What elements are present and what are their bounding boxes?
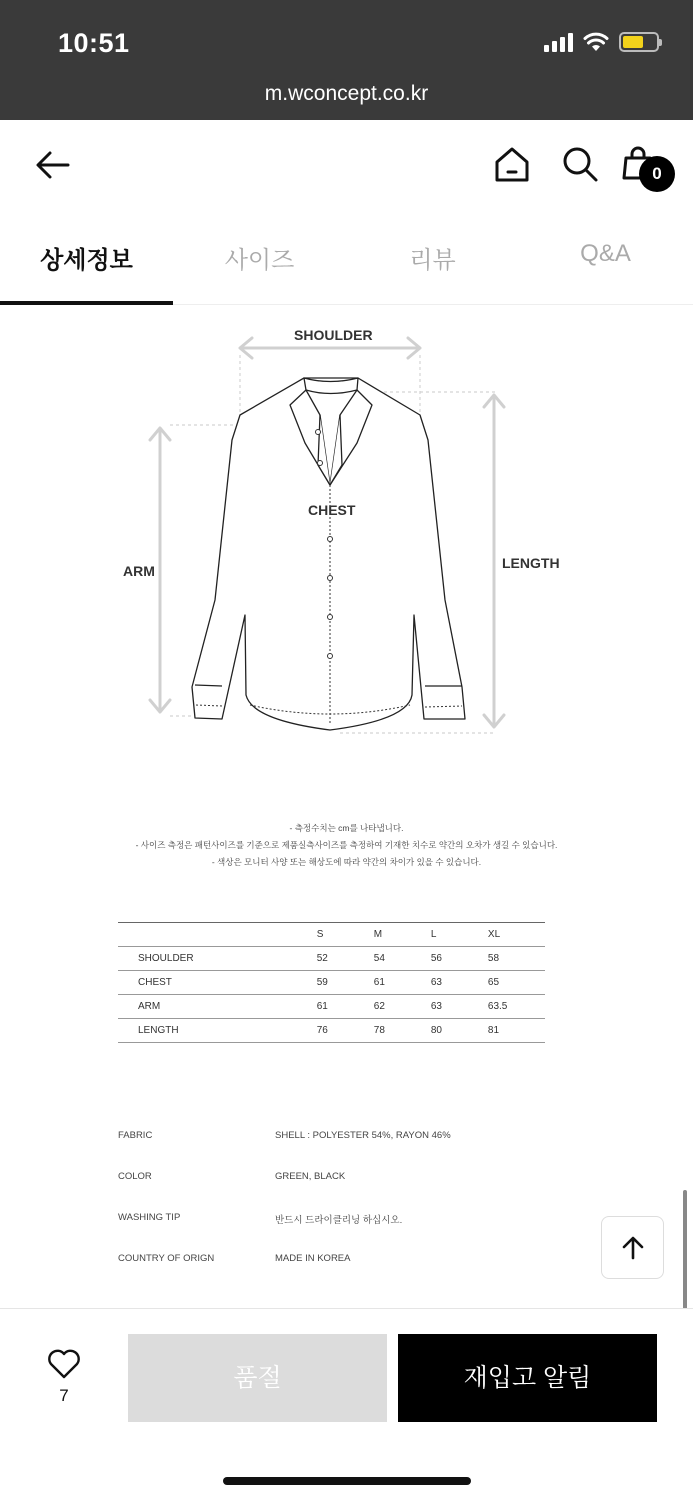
tab-details[interactable]: 상세정보 — [0, 210, 173, 304]
list-item — [118, 1212, 598, 1253]
table-cell: SHOULDER — [118, 947, 317, 971]
size-notes — [0, 820, 693, 871]
tab-review[interactable]: 리뷰 — [409, 247, 456, 274]
note-line: - 색상은 모니터 사양 또는 해상도에 따라 약간의 차이가 있을 수 있습니다. — [211, 857, 482, 867]
table-cell: 65 — [488, 971, 545, 995]
heart-icon — [47, 1349, 81, 1379]
table-header: L — [431, 923, 488, 947]
table-cell: 58 — [488, 947, 545, 971]
table-row — [118, 971, 545, 995]
table-cell: 81 — [488, 1019, 545, 1043]
shirt-illustration — [0, 305, 693, 775]
table-row — [118, 995, 545, 1019]
home-indicator — [223, 1477, 471, 1485]
note-line: - 측정수치는 cm를 나타냅니다. — [289, 823, 404, 833]
tab-size[interactable]: 사이즈 — [224, 247, 295, 274]
table-cell: CHEST — [118, 971, 317, 995]
info-key: FABRIC — [118, 1130, 153, 1141]
shoulder-label: SHOULDER — [294, 327, 373, 343]
wifi-icon — [583, 32, 609, 52]
info-value: 반드시 드라이클리닝 하십시오. — [275, 1215, 403, 1226]
table-cell: 76 — [317, 1019, 374, 1043]
table-cell: ARM — [118, 995, 317, 1019]
arrow-up-icon — [620, 1235, 646, 1261]
restock-alert-button[interactable]: 재입고 알림 — [398, 1334, 657, 1422]
battery-icon — [619, 32, 659, 52]
info-value: SHELL : POLYESTER 54%, RAYON 46% — [275, 1130, 451, 1141]
table-cell: LENGTH — [118, 1019, 317, 1043]
table-header: XL — [488, 923, 545, 947]
table-header — [118, 923, 317, 947]
info-key: COLOR — [118, 1171, 152, 1182]
bottom-action-bar — [0, 1308, 693, 1500]
top-nav — [0, 120, 693, 210]
chest-label: CHEST — [308, 502, 356, 518]
back-arrow-icon[interactable] — [32, 144, 74, 186]
table-cell: 80 — [431, 1019, 488, 1043]
status-time: 10:51 — [58, 28, 130, 58]
search-icon[interactable] — [560, 144, 600, 184]
product-tabs — [0, 210, 693, 305]
browser-top-bar — [0, 0, 693, 120]
info-key: WASHING TIP — [118, 1212, 181, 1223]
table-cell: 63.5 — [488, 995, 545, 1019]
table-row — [118, 947, 545, 971]
table-cell: 78 — [374, 1019, 431, 1043]
list-item — [118, 1130, 598, 1171]
table-cell: 63 — [431, 971, 488, 995]
scroll-to-top-button[interactable] — [601, 1216, 664, 1279]
cart-count-badge: 0 — [639, 156, 675, 192]
list-item — [118, 1171, 598, 1212]
table-header-row — [118, 923, 545, 947]
home-icon[interactable] — [492, 144, 532, 184]
signal-icon — [544, 32, 573, 52]
table-cell: 61 — [374, 971, 431, 995]
table-header: M — [374, 923, 431, 947]
size-guide-diagram — [0, 305, 693, 775]
table-cell: 62 — [374, 995, 431, 1019]
length-label: LENGTH — [502, 555, 560, 571]
table-cell: 56 — [431, 947, 488, 971]
info-value: GREEN, BLACK — [275, 1171, 346, 1182]
table-cell: 52 — [317, 947, 374, 971]
table-cell: 63 — [431, 995, 488, 1019]
like-button[interactable] — [40, 1349, 88, 1406]
status-icons — [544, 32, 659, 52]
tab-qna[interactable]: Q&A — [580, 240, 631, 267]
info-value: MADE IN KOREA — [275, 1253, 351, 1264]
note-line: - 사이즈 측정은 패턴사이즈를 기준으로 제품실측사이즈를 측정하여 기재한 치수로 약간의 오차가 생길 수 있습니다. — [135, 840, 558, 850]
soldout-button[interactable]: 품절 — [128, 1334, 387, 1422]
scrollbar[interactable] — [683, 1190, 687, 1310]
list-item — [118, 1253, 598, 1294]
product-info-list — [118, 1130, 598, 1294]
like-count: 7 — [59, 1386, 69, 1405]
arm-label: ARM — [123, 563, 155, 579]
url-bar[interactable]: m.wconcept.co.kr — [264, 82, 429, 105]
size-table — [118, 922, 545, 1043]
table-header: S — [317, 923, 374, 947]
table-cell: 54 — [374, 947, 431, 971]
table-cell: 61 — [317, 995, 374, 1019]
table-cell: 59 — [317, 971, 374, 995]
table-row — [118, 1019, 545, 1043]
info-key: COUNTRY OF ORIGN — [118, 1253, 215, 1264]
